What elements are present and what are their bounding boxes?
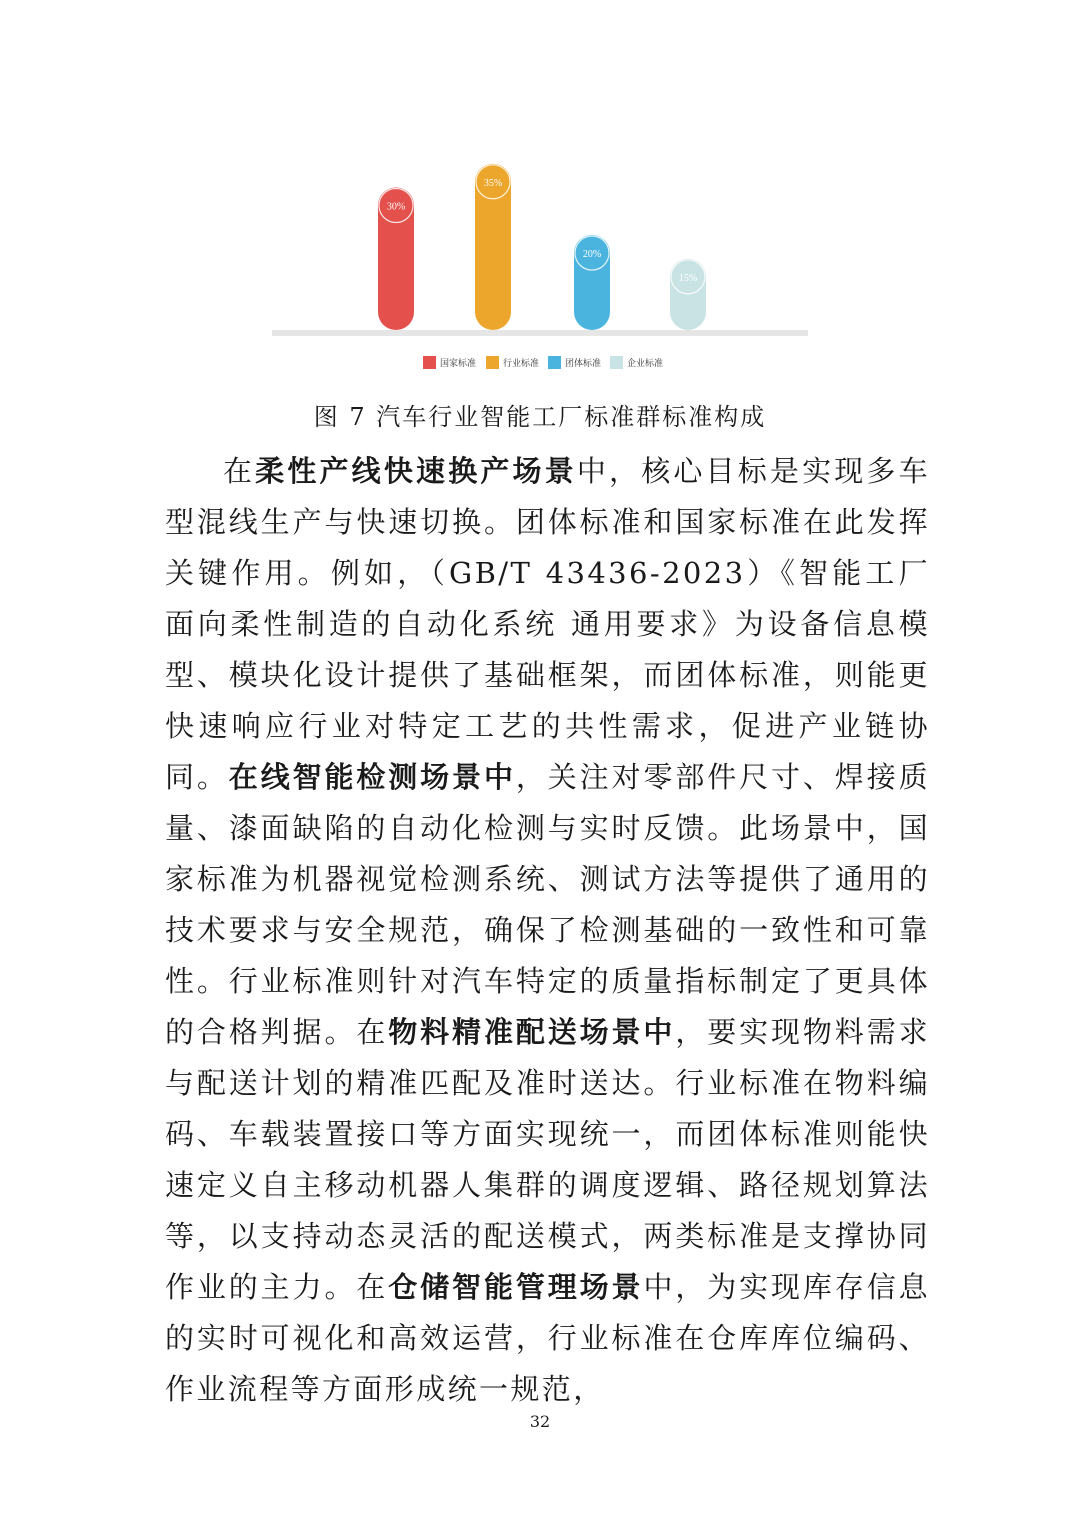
data-label-national: 30% [386, 201, 406, 213]
text-run: ，关注对零部件尺寸、焊接质量、漆面缺陷的自动化检测与实时反馈。此场景中，国家标准为机器视觉检测系统、测试方法等提供了通用的技术要求与安全规范，确保了检测基础的一致性和可靠性。行业标准则针对汽车特定的质量指标制定了更具体的合格判据。在 [165, 760, 930, 1049]
data-label-industry: 35% [483, 177, 503, 189]
legend-swatch-industry [486, 356, 499, 369]
text-run: 中，为实现库存信息的实时可视化和高效运营，行业标准在仓库库位编码、作业流程等方面形成统一规范， [165, 1270, 930, 1406]
legend-swatch-enterprise [610, 356, 623, 369]
bar-cap-circles [379, 165, 705, 294]
bars-group [378, 164, 706, 330]
bold-keyword-flexible-line: 柔性产线快速换产场景 [255, 454, 577, 488]
bar-enterprise-standard [670, 259, 706, 330]
bold-keyword-online-inspection: 在线智能检测场景中 [228, 760, 516, 794]
legend-swatch-national [423, 356, 436, 369]
bold-keyword-warehouse: 仓储智能管理场景 [388, 1270, 644, 1304]
chart-baseline [272, 330, 808, 336]
data-label-enterprise: 15% [678, 272, 698, 284]
legend-swatch-group [548, 356, 561, 369]
legend-label-group: 团体标准 [565, 358, 602, 368]
standards-bar-chart [260, 130, 820, 380]
bold-keyword-material-delivery: 物料精准配送场景中 [388, 1015, 676, 1049]
legend-label-enterprise: 企业标准 [627, 358, 664, 368]
text-run: 在 [223, 454, 256, 488]
legend-label-national: 国家标准 [440, 358, 477, 368]
body-paragraph [165, 446, 930, 1415]
text-run: ，要实现物料需求与配送计划的精准匹配及准时送达。行业标准在物料编码、车载装置接口等方面实现统一，而团体标准则能快速定义自主移动机器人集群的调度逻辑、路径规划算法等，以支持动态灵活的配送模式，两类标准是支撑协同作业的主力。在 [165, 1015, 930, 1304]
data-label-group: 20% [582, 249, 602, 260]
data-labels [387, 178, 697, 284]
legend [423, 356, 663, 369]
page-number: 32 [529, 1412, 551, 1431]
legend-label-industry: 行业标准 [503, 358, 540, 368]
text-run: 中，核心目标是实现多车型混线生产与快速切换。团体标准和国家标准在此发挥关键作用。例如，（GB/T 43436-2023）《智能工厂 面向柔性制造的自动化系统 通用要求》为设备信息模型、模块化设计提供了基础框架，而团体标准，则能更快速响应行业对特定工艺的共性需求，促进产业链协同。 [165, 454, 930, 794]
figure-caption: 图 7 汽车行业智能工厂标准群标准构成 [313, 403, 767, 431]
